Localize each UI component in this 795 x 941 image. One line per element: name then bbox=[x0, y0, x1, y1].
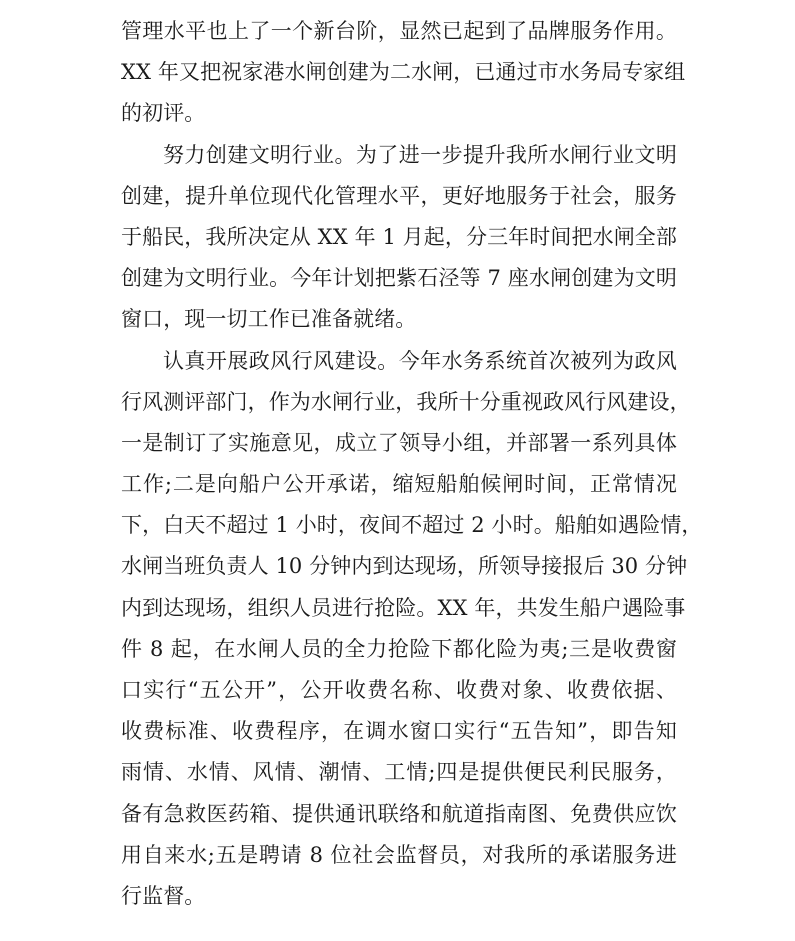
text-line: 雨情、水情、风情、潮情、工情;四是提供便民利民服务， bbox=[121, 760, 677, 785]
text-line: 工作;二是向船户公开承诺，缩短船舶候闸时间，正常情况 bbox=[121, 472, 677, 497]
paragraph-continuation bbox=[121, 11, 686, 135]
text-line: 收费标准、收费程序，在调水窗口实行“五告知”，即告知 bbox=[121, 719, 677, 744]
paragraph-conduct bbox=[121, 341, 703, 918]
text-line: 窗口，现一切工作已准备就绪。 bbox=[121, 307, 417, 332]
text-line: XX 年又把祝家港水闸创建为二水闸，已通过市水务局专家组 bbox=[121, 60, 686, 85]
text-line: 于船民，我所决定从 XX 年 1 月起，分三年时间把水闸全部 bbox=[121, 224, 677, 249]
text-line: 认真开展政风行风建设。今年水务系统首次被列为政风 bbox=[163, 348, 677, 373]
text-line: 用自来水;五是聘请 8 位社会监督员，对我所的承诺服务进 bbox=[121, 842, 677, 867]
text-line: 一是制订了实施意见，成立了领导小组，并部署一系列具体 bbox=[121, 430, 677, 455]
text-line: 管理水平也上了一个新台阶，显然已起到了品牌服务作用。 bbox=[121, 19, 677, 43]
text-line: 行监督。 bbox=[121, 883, 206, 908]
text-line: 创建，提升单位现代化管理水平，更好地服务于社会，服务 bbox=[121, 183, 677, 208]
text-line: 行风测评部门，作为水闸行业，我所十分重视政风行风建设， bbox=[121, 389, 691, 414]
paragraph-civilization bbox=[121, 135, 677, 341]
text-line: 的初评。 bbox=[121, 101, 206, 126]
text-line: 件 8 起，在水闸人员的全力抢险下都化险为夷;三是收费窗 bbox=[121, 636, 677, 661]
text-line: 口实行“五公开”，公开收费名称、收费对象、收费依据、 bbox=[121, 678, 677, 702]
text-line: 创建为文明行业。今年计划把紫石泾等 7 座水闸创建为文明 bbox=[121, 266, 677, 291]
text-line: 备有急救医药箱、提供通讯联络和航道指南图、免费供应饮 bbox=[121, 801, 677, 826]
document-body bbox=[121, 11, 703, 917]
text-line: 下，白天不超过 1 小时，夜间不超过 2 小时。船舶如遇险情， bbox=[121, 513, 703, 538]
text-line: 水闸当班负责人 10 分钟内到达现场，所领导接报后 30 分钟 bbox=[121, 554, 688, 579]
text-line: 内到达现场，组织人员进行抢险。XX 年，共发生船户遇险事 bbox=[121, 595, 686, 620]
text-line: 努力创建文明行业。为了进一步提升我所水闸行业文明 bbox=[163, 142, 677, 167]
